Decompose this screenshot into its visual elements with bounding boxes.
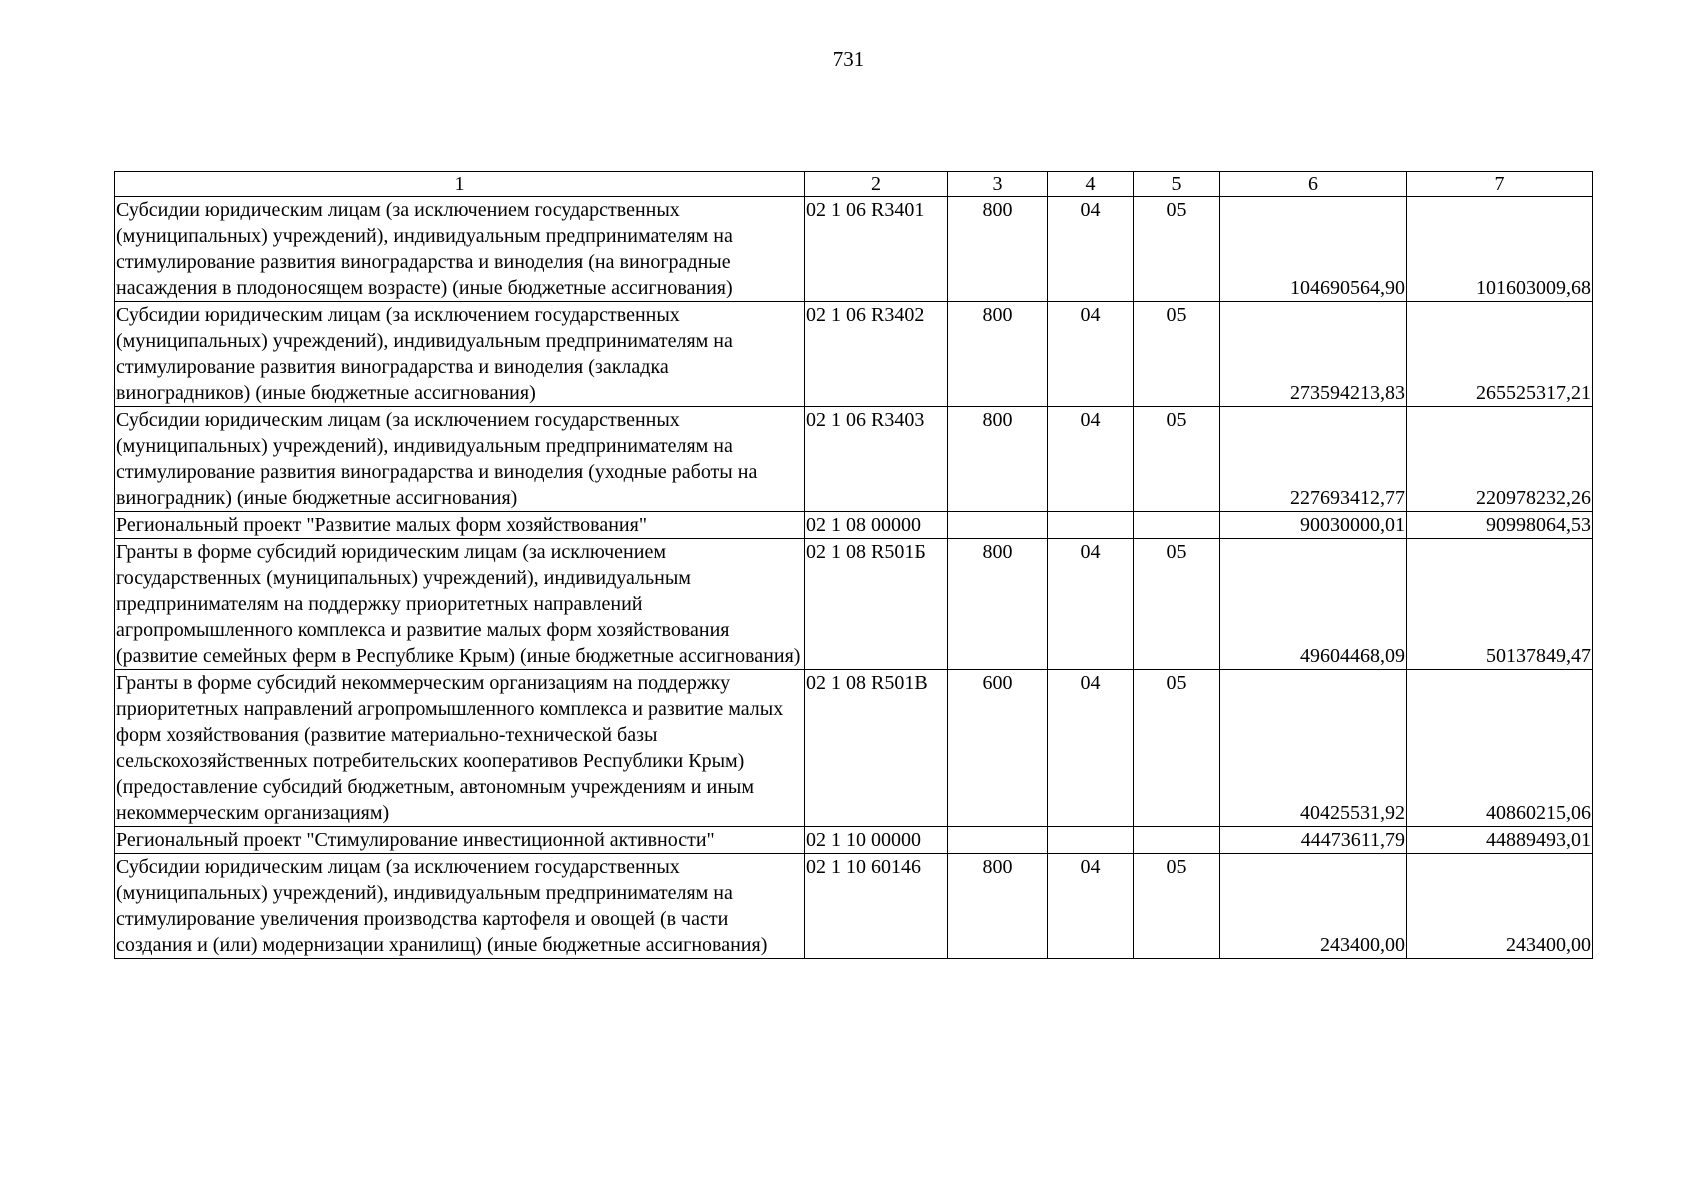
row-expense-type xyxy=(948,512,1048,539)
row-amount-col-7: 40860215,06 xyxy=(1407,670,1593,827)
row-description: Гранты в форме субсидий некоммерческим организациям на поддержку приоритетных направлений агропромышленного комплекса и развитие малых форм хозяйствования (развитие материально-технической базы сельскохозяйственных потребительских кооперативов Республики Крым) (предоставление субсидий бюджетным, автономным учреждениям и иным некоммерческим организациям) xyxy=(115,670,805,827)
table-body xyxy=(115,172,1593,959)
row-section xyxy=(1048,512,1134,539)
row-amount-col-7: 220978232,26 xyxy=(1407,407,1593,512)
row-expense-type: 800 xyxy=(948,854,1048,959)
row-subsection: 05 xyxy=(1134,302,1220,407)
row-expense-type: 800 xyxy=(948,539,1048,670)
row-expense-type: 800 xyxy=(948,407,1048,512)
row-code: 02 1 08 R501Б xyxy=(805,539,948,670)
row-description: Гранты в форме субсидий юридическим лицам (за исключением государственных (муниципальных) учреждений), индивидуальным предпринимателям на поддержку приоритетных направлений агропромышленного комплекса и развитие малых форм хозяйствования (развитие семейных ферм в Республике Крым) (иные бюджетные ассигнования) xyxy=(115,539,805,670)
table-row xyxy=(115,827,1593,854)
row-section: 04 xyxy=(1048,539,1134,670)
table-row xyxy=(115,512,1593,539)
header-col-2: 2 xyxy=(805,172,948,197)
row-amount-col-6: 44473611,79 xyxy=(1220,827,1407,854)
row-subsection: 05 xyxy=(1134,670,1220,827)
row-subsection: 05 xyxy=(1134,197,1220,302)
row-subsection: 05 xyxy=(1134,539,1220,670)
table-row xyxy=(115,302,1593,407)
row-code: 02 1 06 R3401 xyxy=(805,197,948,302)
row-amount-col-6: 40425531,92 xyxy=(1220,670,1407,827)
row-description: Субсидии юридическим лицам (за исключением государственных (муниципальных) учреждений), индивидуальным предпринимателям на стимулирование увеличения производства картофеля и овощей (в части создания и (или) модернизации хранилищ) (иные бюджетные ассигнования) xyxy=(115,854,805,959)
row-section: 04 xyxy=(1048,854,1134,959)
row-amount-col-6: 227693412,77 xyxy=(1220,407,1407,512)
row-expense-type: 800 xyxy=(948,302,1048,407)
row-amount-col-6: 104690564,90 xyxy=(1220,197,1407,302)
row-description: Региональный проект "Развитие малых форм хозяйствования" xyxy=(115,512,805,539)
header-col-3: 3 xyxy=(948,172,1048,197)
row-subsection: 05 xyxy=(1134,407,1220,512)
row-subsection xyxy=(1134,512,1220,539)
row-expense-type: 600 xyxy=(948,670,1048,827)
row-code: 02 1 08 00000 xyxy=(805,512,948,539)
header-col-1: 1 xyxy=(115,172,805,197)
row-description: Субсидии юридическим лицам (за исключением государственных (муниципальных) учреждений), индивидуальным предпринимателям на стимулирование развития виноградарства и виноделия (на виноградные насаждения в плодоносящем возрасте) (иные бюджетные ассигнования) xyxy=(115,197,805,302)
row-subsection xyxy=(1134,827,1220,854)
row-amount-col-7: 90998064,53 xyxy=(1407,512,1593,539)
table-row xyxy=(115,670,1593,827)
table-row xyxy=(115,539,1593,670)
row-section: 04 xyxy=(1048,197,1134,302)
row-amount-col-7: 50137849,47 xyxy=(1407,539,1593,670)
row-subsection: 05 xyxy=(1134,854,1220,959)
header-col-7: 7 xyxy=(1407,172,1593,197)
row-description: Субсидии юридическим лицам (за исключением государственных (муниципальных) учреждений), индивидуальным предпринимателям на стимулирование развития виноградарства и виноделия (закладка виноградников) (иные бюджетные ассигнования) xyxy=(115,302,805,407)
row-amount-col-7: 265525317,21 xyxy=(1407,302,1593,407)
header-col-6: 6 xyxy=(1220,172,1407,197)
row-code: 02 1 10 60146 xyxy=(805,854,948,959)
header-col-5: 5 xyxy=(1134,172,1220,197)
budget-table xyxy=(114,171,1593,959)
row-code: 02 1 06 R3403 xyxy=(805,407,948,512)
row-expense-type xyxy=(948,827,1048,854)
row-amount-col-6: 243400,00 xyxy=(1220,854,1407,959)
row-code: 02 1 06 R3402 xyxy=(805,302,948,407)
row-description: Субсидии юридическим лицам (за исключением государственных (муниципальных) учреждений), индивидуальным предпринимателям на стимулирование развития виноградарства и виноделия (уходные работы на виноградник) (иные бюджетные ассигнования) xyxy=(115,407,805,512)
table-row xyxy=(115,407,1593,512)
row-expense-type: 800 xyxy=(948,197,1048,302)
table-row xyxy=(115,854,1593,959)
row-amount-col-6: 49604468,09 xyxy=(1220,539,1407,670)
row-section xyxy=(1048,827,1134,854)
header-col-4: 4 xyxy=(1048,172,1134,197)
row-amount-col-7: 243400,00 xyxy=(1407,854,1593,959)
row-code: 02 1 10 00000 xyxy=(805,827,948,854)
row-section: 04 xyxy=(1048,670,1134,827)
page-number: 731 xyxy=(832,47,865,71)
table-row xyxy=(115,197,1593,302)
row-amount-col-7: 101603009,68 xyxy=(1407,197,1593,302)
row-description: Региональный проект "Стимулирование инвестиционной активности" xyxy=(115,827,805,854)
row-section: 04 xyxy=(1048,407,1134,512)
row-code: 02 1 08 R501В xyxy=(805,670,948,827)
table-header-row xyxy=(115,172,1593,197)
row-section: 04 xyxy=(1048,302,1134,407)
row-amount-col-6: 273594213,83 xyxy=(1220,302,1407,407)
row-amount-col-6: 90030000,01 xyxy=(1220,512,1407,539)
row-amount-col-7: 44889493,01 xyxy=(1407,827,1593,854)
